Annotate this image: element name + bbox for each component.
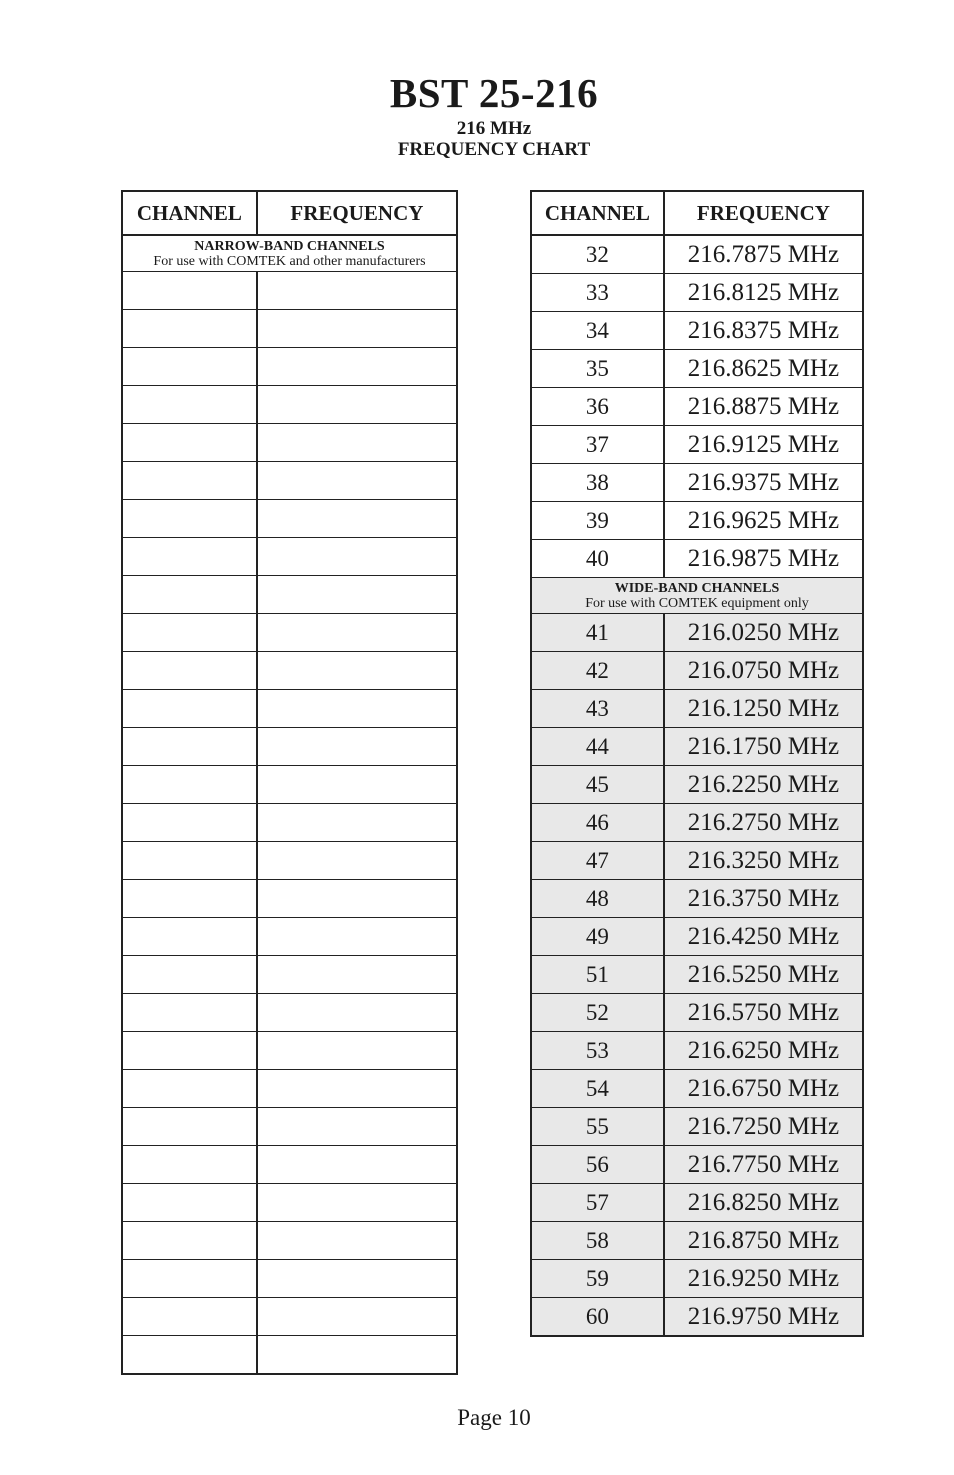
frequency-cell: 216.2750 MHz xyxy=(664,804,863,842)
frequency-cell: 216.8625 MHz xyxy=(664,350,863,388)
channel-cell: 60 xyxy=(531,1298,664,1337)
frequency-cell xyxy=(257,880,457,918)
channel-cell xyxy=(122,804,257,842)
table-row xyxy=(531,464,863,502)
section-row xyxy=(531,578,863,614)
table-row xyxy=(531,918,863,956)
channel-cell: 41 xyxy=(531,614,664,652)
frequency-cell: 216.5250 MHz xyxy=(664,956,863,994)
table-row xyxy=(122,1298,457,1336)
page-subtitle-chart: FREQUENCY CHART xyxy=(397,139,591,160)
section-note: For use with COMTEK and other manufacturers xyxy=(153,254,426,269)
channel-cell xyxy=(122,272,257,310)
channel-cell xyxy=(122,994,257,1032)
narrow-band-table xyxy=(121,190,458,1375)
frequency-cell xyxy=(257,500,457,538)
channel-cell xyxy=(122,462,257,500)
channel-cell xyxy=(122,766,257,804)
channel-cell xyxy=(122,652,257,690)
frequency-cell: 216.9750 MHz xyxy=(664,1298,863,1337)
page-title: BST 25-216 xyxy=(389,70,599,116)
frequency-cell: 216.3250 MHz xyxy=(664,842,863,880)
table-row xyxy=(531,312,863,350)
table-row xyxy=(122,956,457,994)
table-row xyxy=(531,540,863,578)
channel-cell: 58 xyxy=(531,1222,664,1260)
table-row xyxy=(531,274,863,312)
frequency-cell xyxy=(257,918,457,956)
table-row xyxy=(531,350,863,388)
table-row xyxy=(531,842,863,880)
table-row xyxy=(531,804,863,842)
frequency-cell xyxy=(257,272,457,310)
table-row xyxy=(531,1260,863,1298)
channel-cell: 39 xyxy=(531,502,664,540)
frequency-cell: 216.8125 MHz xyxy=(664,274,863,312)
table-row xyxy=(531,426,863,464)
frequency-cell: 216.7250 MHz xyxy=(664,1108,863,1146)
channel-cell: 57 xyxy=(531,1184,664,1222)
table-row xyxy=(122,804,457,842)
channel-cell: 45 xyxy=(531,766,664,804)
table-row xyxy=(122,1260,457,1298)
channel-cell: 43 xyxy=(531,690,664,728)
frequency-column-header: FREQUENCY xyxy=(257,191,457,235)
channel-cell: 52 xyxy=(531,994,664,1032)
frequency-cell xyxy=(257,1146,457,1184)
table-row xyxy=(122,500,457,538)
channel-cell xyxy=(122,842,257,880)
frequency-cell: 216.0250 MHz xyxy=(664,614,863,652)
channel-cell xyxy=(122,1184,257,1222)
channel-cell: 56 xyxy=(531,1146,664,1184)
table-row xyxy=(122,576,457,614)
frequency-cell xyxy=(257,1070,457,1108)
table-row xyxy=(122,538,457,576)
page-subtitle-band: 216 MHz xyxy=(456,118,532,139)
channel-cell xyxy=(122,1032,257,1070)
table-header-row xyxy=(122,191,457,235)
frequency-cell xyxy=(257,538,457,576)
channel-cell: 49 xyxy=(531,918,664,956)
channel-cell xyxy=(122,880,257,918)
table-row xyxy=(122,1146,457,1184)
frequency-cell xyxy=(257,956,457,994)
frequency-cell: 216.7875 MHz xyxy=(664,235,863,274)
frequency-cell: 216.9875 MHz xyxy=(664,540,863,578)
frequency-cell xyxy=(257,1298,457,1336)
table-header-row xyxy=(531,191,863,235)
section-row xyxy=(122,235,457,272)
section-title: NARROW-BAND CHANNELS xyxy=(194,239,385,254)
channel-cell: 44 xyxy=(531,728,664,766)
channel-cell xyxy=(122,690,257,728)
table-row xyxy=(531,690,863,728)
table-row xyxy=(122,652,457,690)
frequency-cell xyxy=(257,728,457,766)
channel-column-header: CHANNEL xyxy=(122,191,257,235)
channel-cell xyxy=(122,614,257,652)
frequency-cell xyxy=(257,424,457,462)
table-row xyxy=(122,1108,457,1146)
frequency-cell: 216.9375 MHz xyxy=(664,464,863,502)
frequency-cell xyxy=(257,1336,457,1375)
table-row xyxy=(531,766,863,804)
table-row xyxy=(122,462,457,500)
table-row xyxy=(531,1298,863,1337)
frequency-cell xyxy=(257,462,457,500)
table-row xyxy=(122,424,457,462)
frequency-cell: 216.2250 MHz xyxy=(664,766,863,804)
frequency-cell: 216.8875 MHz xyxy=(664,388,863,426)
table-row xyxy=(122,728,457,766)
table-row xyxy=(122,880,457,918)
frequency-cell xyxy=(257,652,457,690)
frequency-cell xyxy=(257,1184,457,1222)
frequency-cell xyxy=(257,994,457,1032)
table-row xyxy=(122,614,457,652)
channel-cell xyxy=(122,918,257,956)
table-row xyxy=(531,1032,863,1070)
frequency-cell: 216.8250 MHz xyxy=(664,1184,863,1222)
table-row xyxy=(531,502,863,540)
channel-cell xyxy=(122,1298,257,1336)
channel-cell: 47 xyxy=(531,842,664,880)
channel-cell: 37 xyxy=(531,426,664,464)
table-row xyxy=(531,728,863,766)
table-row xyxy=(531,388,863,426)
frequency-cell: 216.9250 MHz xyxy=(664,1260,863,1298)
channel-cell xyxy=(122,386,257,424)
channel-cell xyxy=(122,1108,257,1146)
frequency-cell xyxy=(257,386,457,424)
page-number: Page 10 xyxy=(457,1405,531,1430)
channel-cell: 48 xyxy=(531,880,664,918)
channel-cell: 33 xyxy=(531,274,664,312)
channel-cell xyxy=(122,424,257,462)
channel-cell: 32 xyxy=(531,235,664,274)
channel-cell xyxy=(122,1070,257,1108)
channel-cell: 55 xyxy=(531,1108,664,1146)
channel-cell xyxy=(122,956,257,994)
channel-cell: 35 xyxy=(531,350,664,388)
frequency-cell: 216.7750 MHz xyxy=(664,1146,863,1184)
table-row xyxy=(531,1222,863,1260)
frequency-cell xyxy=(257,348,457,386)
channel-cell xyxy=(122,728,257,766)
table-row xyxy=(122,1032,457,1070)
frequency-cell xyxy=(257,1222,457,1260)
frequency-cell: 216.3750 MHz xyxy=(664,880,863,918)
table-row xyxy=(531,1070,863,1108)
channel-cell xyxy=(122,576,257,614)
frequency-cell xyxy=(257,842,457,880)
table-row xyxy=(122,1070,457,1108)
table-row xyxy=(531,994,863,1032)
table-row xyxy=(122,994,457,1032)
frequency-cell: 216.5750 MHz xyxy=(664,994,863,1032)
channel-column-header: CHANNEL xyxy=(531,191,664,235)
table-row xyxy=(122,1336,457,1375)
channel-cell xyxy=(122,348,257,386)
frequency-cell xyxy=(257,614,457,652)
table-row xyxy=(122,766,457,804)
table-row xyxy=(531,614,863,652)
frequency-cell xyxy=(257,766,457,804)
channel-cell xyxy=(122,1146,257,1184)
frequency-cell: 216.4250 MHz xyxy=(664,918,863,956)
frequency-cell xyxy=(257,690,457,728)
channel-cell: 40 xyxy=(531,540,664,578)
table-row xyxy=(122,690,457,728)
table-row xyxy=(531,1184,863,1222)
channel-cell xyxy=(122,1260,257,1298)
section-note: For use with COMTEK equipment only xyxy=(585,596,809,611)
frequency-cell: 216.1750 MHz xyxy=(664,728,863,766)
table-row xyxy=(531,956,863,994)
frequency-column-header: FREQUENCY xyxy=(664,191,863,235)
section-title: WIDE-BAND CHANNELS xyxy=(614,581,780,596)
channel-cell xyxy=(122,500,257,538)
frequency-cell: 216.0750 MHz xyxy=(664,652,863,690)
frequency-cell xyxy=(257,1260,457,1298)
table-row xyxy=(531,652,863,690)
table-row xyxy=(122,386,457,424)
table-row xyxy=(531,1146,863,1184)
table-row xyxy=(531,880,863,918)
channel-cell: 38 xyxy=(531,464,664,502)
table-row xyxy=(122,918,457,956)
frequency-cell xyxy=(257,310,457,348)
channel-cell: 34 xyxy=(531,312,664,350)
frequency-cell xyxy=(257,1032,457,1070)
frequency-cell xyxy=(257,1108,457,1146)
channel-cell xyxy=(122,310,257,348)
frequency-cell: 216.8750 MHz xyxy=(664,1222,863,1260)
frequency-cell: 216.9125 MHz xyxy=(664,426,863,464)
frequency-cell: 216.6250 MHz xyxy=(664,1032,863,1070)
channel-cell: 54 xyxy=(531,1070,664,1108)
channel-cell: 46 xyxy=(531,804,664,842)
table-row xyxy=(122,348,457,386)
channel-cell: 42 xyxy=(531,652,664,690)
channel-cell: 51 xyxy=(531,956,664,994)
frequency-cell: 216.8375 MHz xyxy=(664,312,863,350)
frequency-cell xyxy=(257,804,457,842)
frequency-cell xyxy=(257,576,457,614)
table-row xyxy=(122,1184,457,1222)
channel-cell xyxy=(122,1222,257,1260)
channel-cell xyxy=(122,1336,257,1375)
channel-cell: 53 xyxy=(531,1032,664,1070)
table-row xyxy=(122,842,457,880)
table-row xyxy=(122,310,457,348)
frequency-cell: 216.1250 MHz xyxy=(664,690,863,728)
frequency-cell: 216.6750 MHz xyxy=(664,1070,863,1108)
channel-cell xyxy=(122,538,257,576)
table-row xyxy=(531,1108,863,1146)
table-row xyxy=(122,272,457,310)
table-row xyxy=(531,235,863,274)
frequency-cell: 216.9625 MHz xyxy=(664,502,863,540)
page-header xyxy=(0,68,954,160)
frequency-table xyxy=(530,190,864,1337)
table-row xyxy=(122,1222,457,1260)
channel-cell: 59 xyxy=(531,1260,664,1298)
channel-cell: 36 xyxy=(531,388,664,426)
